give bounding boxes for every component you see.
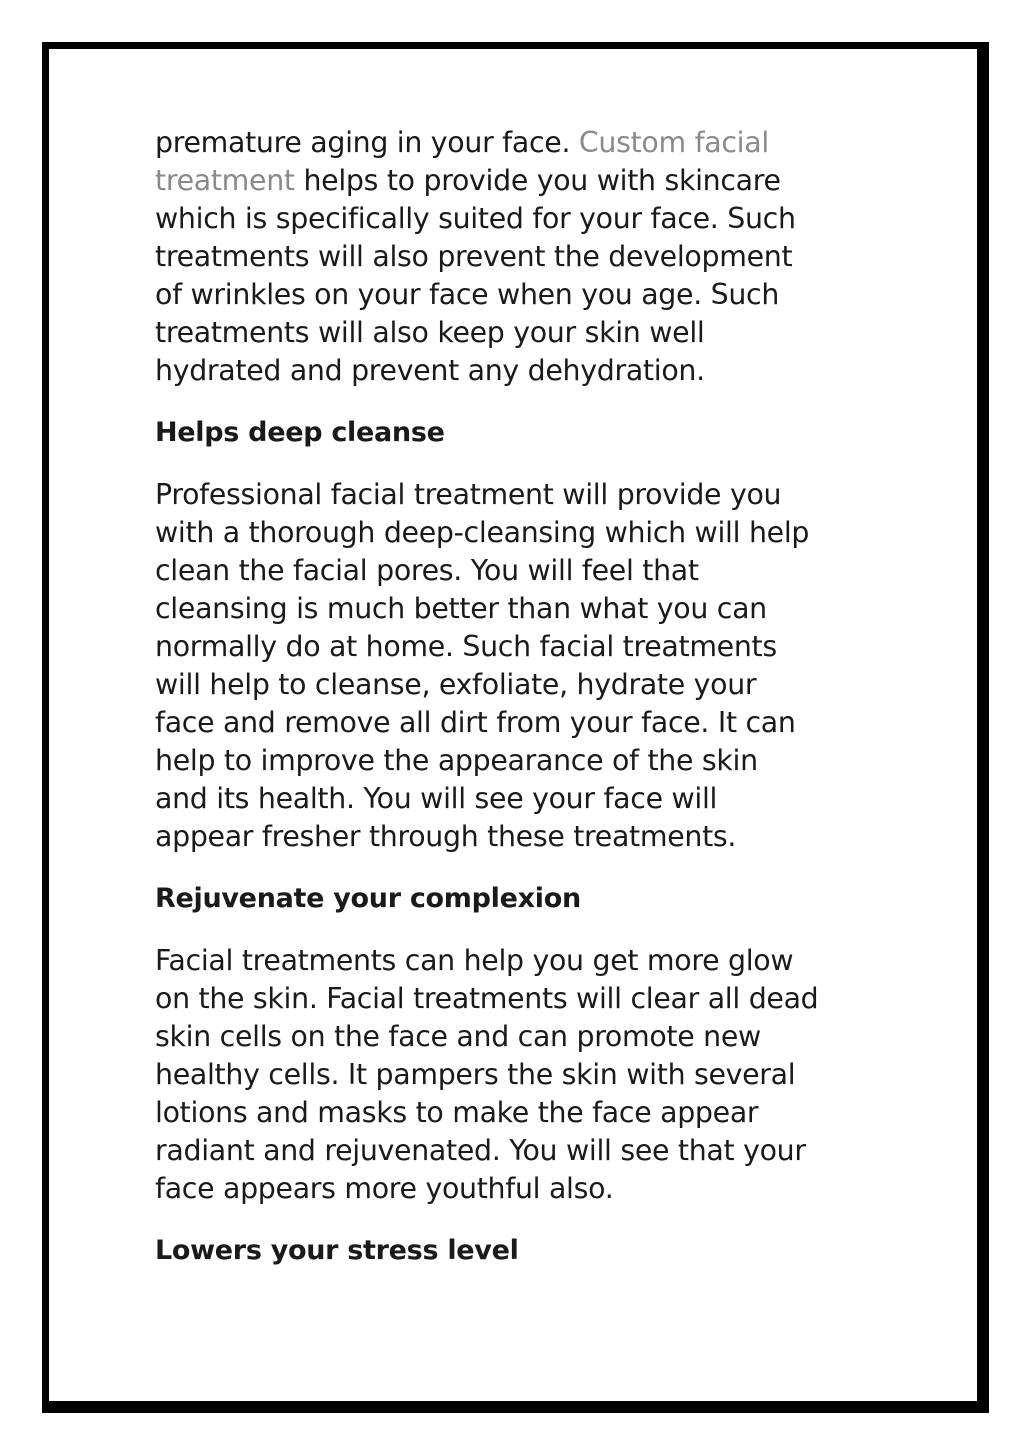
text-line: skin cells on the face and can promote new [155, 1020, 761, 1053]
text-line: treatments will also keep your skin well [155, 316, 705, 349]
text-line: with a thorough deep-cleansing which will help [155, 516, 810, 549]
custom-facial-treatment-link[interactable]: Custom facial [578, 126, 769, 159]
text-line: Professional facial treatment will provide you [155, 478, 782, 511]
text-line: of wrinkles on your face when you age. Such [155, 278, 780, 311]
text-line: will help to cleanse, exfoliate, hydrate your [155, 668, 757, 701]
text-line: Facial treatments can help you get more glow [155, 944, 794, 977]
text-line: face appears more youthful also. [155, 1172, 614, 1205]
text-line [155, 162, 875, 200]
text-line: lotions and masks to make the face appear [155, 1096, 759, 1129]
heading-lowers-stress: Lowers your stress level [155, 1235, 519, 1266]
text-run: premature aging in your face. [155, 126, 579, 159]
paragraph-deep-cleanse [155, 476, 875, 856]
text-line: appear fresher through these treatments. [155, 820, 737, 853]
text-line: on the skin. Facial treatments will clear all dead [155, 982, 819, 1015]
text-run: helps to provide you with skincare [294, 164, 781, 197]
text-line: clean the facial pores. You will feel that [155, 554, 699, 587]
heading-rejuvenate-complexion: Rejuvenate your complexion [155, 883, 581, 914]
text-line: help to improve the appearance of the skin [155, 744, 758, 777]
document-body [155, 124, 875, 1270]
text-line: healthy cells. It pampers the skin with several [155, 1058, 796, 1091]
text-line: normally do at home. Such facial treatments [155, 630, 777, 663]
heading-helps-deep-cleanse: Helps deep cleanse [155, 417, 445, 448]
custom-facial-treatment-link-cont[interactable]: treatment [155, 164, 295, 197]
text-line: radiant and rejuvenated. You will see that your [155, 1134, 806, 1167]
text-line: treatments will also prevent the development [155, 240, 793, 273]
text-line: which is specifically suited for your face. Such [155, 202, 796, 235]
text-line: and its health. You will see your face will [155, 782, 718, 815]
paragraph-intro [155, 124, 875, 390]
text-line: face and remove all dirt from your face. It can [155, 706, 796, 739]
paragraph-rejuvenate [155, 942, 875, 1208]
text-line: cleansing is much better than what you can [155, 592, 767, 625]
text-line [155, 124, 875, 162]
text-line: hydrated and prevent any dehydration. [155, 354, 705, 387]
